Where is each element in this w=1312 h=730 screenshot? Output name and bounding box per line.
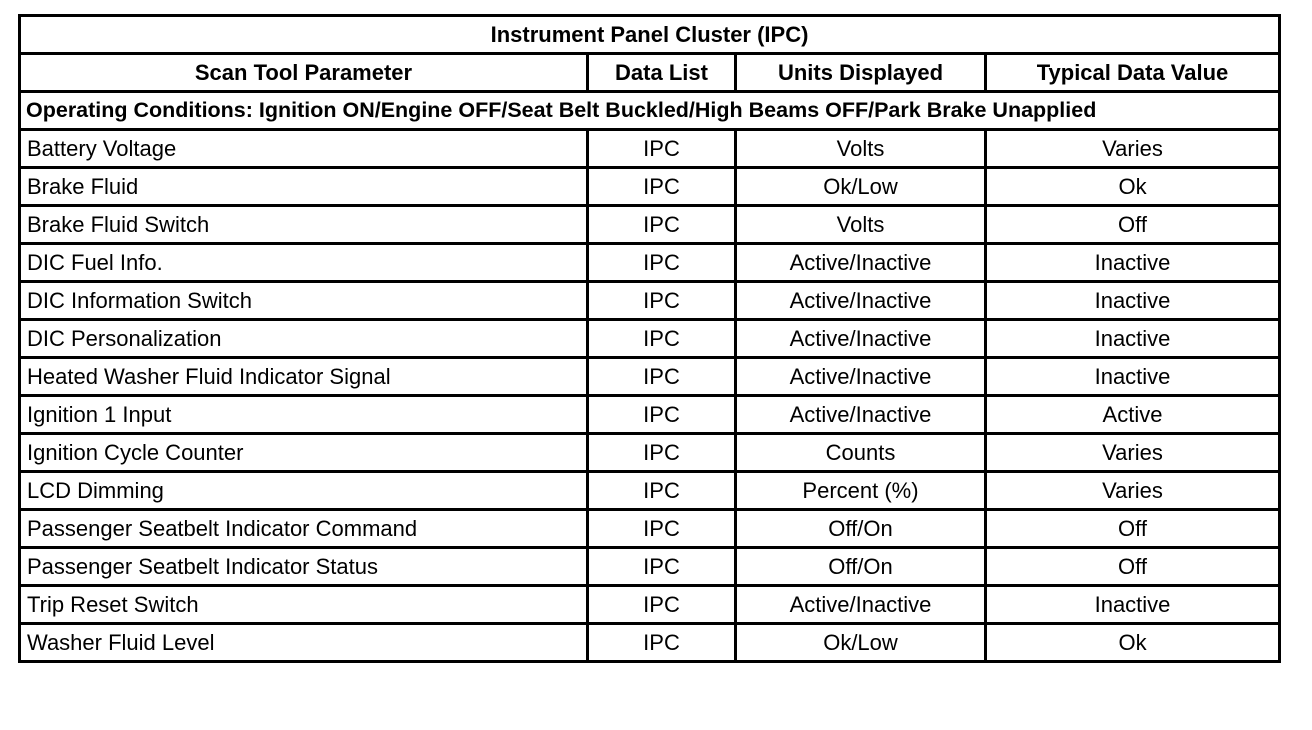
- cell-typical-value: Off: [986, 548, 1280, 586]
- cell-data-list: IPC: [588, 624, 736, 662]
- cell-data-list: IPC: [588, 510, 736, 548]
- table-title: Instrument Panel Cluster (IPC): [20, 16, 1280, 54]
- cell-typical-value: Inactive: [986, 358, 1280, 396]
- document-page: [18, 14, 1278, 663]
- cell-parameter: Brake Fluid: [20, 168, 588, 206]
- table-row: [20, 396, 1280, 434]
- cell-typical-value: Varies: [986, 130, 1280, 168]
- cell-typical-value: Inactive: [986, 282, 1280, 320]
- cell-parameter: Trip Reset Switch: [20, 586, 588, 624]
- cell-units: Ok/Low: [736, 168, 986, 206]
- table-row: [20, 434, 1280, 472]
- operating-conditions-row: [20, 92, 1280, 130]
- operating-conditions: Operating Conditions: Ignition ON/Engine OFF/Seat Belt Buckled/High Beams OFF/Park Brake Unapplied: [20, 92, 1280, 130]
- table-row: [20, 130, 1280, 168]
- cell-parameter: DIC Information Switch: [20, 282, 588, 320]
- cell-typical-value: Active: [986, 396, 1280, 434]
- table-row: [20, 548, 1280, 586]
- table-row: [20, 624, 1280, 662]
- cell-units: Ok/Low: [736, 624, 986, 662]
- cell-typical-value: Off: [986, 510, 1280, 548]
- table-row: [20, 168, 1280, 206]
- cell-units: Off/On: [736, 548, 986, 586]
- cell-parameter: DIC Fuel Info.: [20, 244, 588, 282]
- table-row: [20, 472, 1280, 510]
- column-header-parameter: Scan Tool Parameter: [20, 54, 588, 92]
- table-title-row: [20, 16, 1280, 54]
- cell-parameter: Ignition Cycle Counter: [20, 434, 588, 472]
- cell-units: Volts: [736, 206, 986, 244]
- ipc-data-table: [18, 14, 1281, 663]
- cell-typical-value: Inactive: [986, 586, 1280, 624]
- cell-data-list: IPC: [588, 206, 736, 244]
- table-row: [20, 510, 1280, 548]
- table-body: [20, 130, 1280, 662]
- cell-units: Volts: [736, 130, 986, 168]
- cell-typical-value: Varies: [986, 472, 1280, 510]
- column-header-typical-value: Typical Data Value: [986, 54, 1280, 92]
- cell-parameter: Passenger Seatbelt Indicator Command: [20, 510, 588, 548]
- cell-units: Active/Inactive: [736, 244, 986, 282]
- table-row: [20, 282, 1280, 320]
- cell-parameter: Passenger Seatbelt Indicator Status: [20, 548, 588, 586]
- cell-parameter: Heated Washer Fluid Indicator Signal: [20, 358, 588, 396]
- cell-data-list: IPC: [588, 548, 736, 586]
- cell-typical-value: Ok: [986, 624, 1280, 662]
- cell-typical-value: Inactive: [986, 320, 1280, 358]
- cell-parameter: Brake Fluid Switch: [20, 206, 588, 244]
- cell-data-list: IPC: [588, 472, 736, 510]
- cell-data-list: IPC: [588, 282, 736, 320]
- cell-parameter: Ignition 1 Input: [20, 396, 588, 434]
- cell-typical-value: Ok: [986, 168, 1280, 206]
- cell-parameter: Battery Voltage: [20, 130, 588, 168]
- column-header-units: Units Displayed: [736, 54, 986, 92]
- cell-units: Active/Inactive: [736, 320, 986, 358]
- cell-units: Off/On: [736, 510, 986, 548]
- cell-typical-value: Off: [986, 206, 1280, 244]
- cell-data-list: IPC: [588, 586, 736, 624]
- table-row: [20, 320, 1280, 358]
- cell-units: Active/Inactive: [736, 396, 986, 434]
- cell-units: Active/Inactive: [736, 586, 986, 624]
- table-row: [20, 244, 1280, 282]
- cell-data-list: IPC: [588, 396, 736, 434]
- cell-data-list: IPC: [588, 244, 736, 282]
- table-row: [20, 358, 1280, 396]
- cell-units: Percent (%): [736, 472, 986, 510]
- cell-typical-value: Inactive: [986, 244, 1280, 282]
- cell-units: Counts: [736, 434, 986, 472]
- cell-parameter: Washer Fluid Level: [20, 624, 588, 662]
- cell-parameter: LCD Dimming: [20, 472, 588, 510]
- cell-data-list: IPC: [588, 130, 736, 168]
- table-header-row: [20, 54, 1280, 92]
- cell-data-list: IPC: [588, 168, 736, 206]
- cell-units: Active/Inactive: [736, 358, 986, 396]
- cell-data-list: IPC: [588, 358, 736, 396]
- table-row: [20, 206, 1280, 244]
- cell-data-list: IPC: [588, 320, 736, 358]
- cell-units: Active/Inactive: [736, 282, 986, 320]
- cell-typical-value: Varies: [986, 434, 1280, 472]
- table-row: [20, 586, 1280, 624]
- cell-parameter: DIC Personalization: [20, 320, 588, 358]
- cell-data-list: IPC: [588, 434, 736, 472]
- column-header-data-list: Data List: [588, 54, 736, 92]
